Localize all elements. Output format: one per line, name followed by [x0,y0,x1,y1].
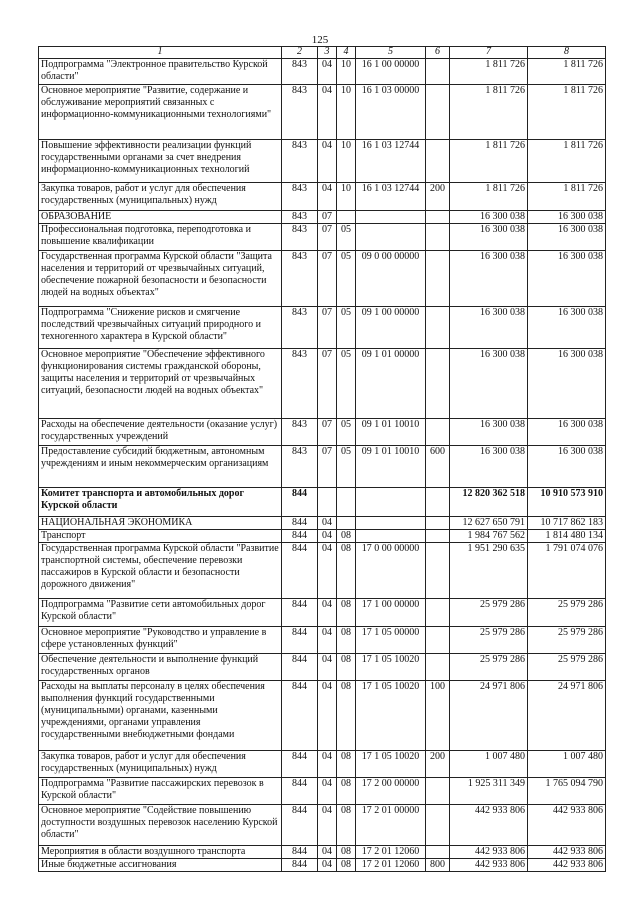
expense-type-cell [426,224,450,251]
row-name-cell: Профессиональная подготовка, переподготовка и повышение квалификации [39,224,282,251]
section-code-cell: 07 [318,446,337,488]
ministry-code-cell: 844 [282,627,318,654]
expense-type-cell [426,543,450,599]
row-name-cell: Подпрограмма "Снижение рисков и смягчение последствий чрезвычайных ситуаций природного и техногенного характера в Курской области" [39,307,282,349]
table-row [39,211,606,224]
row-name-cell: Закупка товаров, работ и услуг для обеспечения государственных (муниципальных) нужд [39,751,282,778]
subsection-code-cell: 05 [337,349,356,419]
table-row [39,488,606,517]
table-row [39,805,606,846]
section-code-cell: 04 [318,654,337,681]
amount-year2-cell: 1 811 726 [528,183,606,211]
column-number-row [39,47,606,59]
section-code-cell: 04 [318,183,337,211]
header-cell: 5 [356,47,426,59]
target-article-cell: 09 0 00 00000 [356,251,426,307]
expense-type-cell: 800 [426,859,450,872]
amount-year2-cell: 16 300 038 [528,446,606,488]
target-article-cell: 16 1 00 00000 [356,59,426,85]
subsection-code-cell: 10 [337,140,356,183]
table-row [39,530,606,543]
target-article-cell: 17 2 01 12060 [356,846,426,859]
row-name-cell: НАЦИОНАЛЬНАЯ ЭКОНОМИКА [39,517,282,530]
row-name-cell: Подпрограмма "Развитие пассажирских перевозок в Курской области" [39,778,282,805]
row-name-cell: Государственная программа Курской области "Защита населения и территорий от чрезвычайных ситуаций, обеспечение пожарной безопасности и безопасности людей на водных объектах" [39,251,282,307]
row-name-cell: Подпрограмма "Электронное правительство Курской области" [39,59,282,85]
row-name-cell: Расходы на выплаты персоналу в целях обеспечения выполнения функций государственными (муниципальными) органами, казенными учреждениями, органами управления государственными внебюджетными фондами [39,681,282,751]
header-cell: 4 [337,47,356,59]
table-row [39,654,606,681]
subsection-code-cell: 08 [337,530,356,543]
subsection-code-cell [337,517,356,530]
table-row [39,183,606,211]
subsection-code-cell: 10 [337,59,356,85]
target-article-cell: 09 1 01 00000 [356,349,426,419]
amount-year2-cell: 1 814 480 134 [528,530,606,543]
amount-year2-cell: 1 765 094 790 [528,778,606,805]
amount-year2-cell: 16 300 038 [528,349,606,419]
amount-year1-cell: 16 300 038 [450,446,528,488]
amount-year2-cell: 16 300 038 [528,224,606,251]
table-row [39,224,606,251]
table-row [39,446,606,488]
target-article-cell: 17 1 05 00000 [356,627,426,654]
amount-year2-cell: 25 979 286 [528,599,606,627]
ministry-code-cell: 843 [282,183,318,211]
amount-year2-cell: 10 717 862 183 [528,517,606,530]
expense-type-cell [426,251,450,307]
section-code-cell: 04 [318,543,337,599]
subsection-code-cell: 05 [337,419,356,446]
header-cell: 6 [426,47,450,59]
amount-year1-cell: 16 300 038 [450,349,528,419]
amount-year2-cell: 16 300 038 [528,307,606,349]
ministry-code-cell: 844 [282,751,318,778]
amount-year1-cell: 1 925 311 349 [450,778,528,805]
row-name-cell: Основное мероприятие "Содействие повышению доступности воздушных перевозок населению Курской области" [39,805,282,846]
header-cell: 7 [450,47,528,59]
section-code-cell: 04 [318,59,337,85]
row-name-cell: Мероприятия в области воздушного транспорта [39,846,282,859]
amount-year1-cell: 25 979 286 [450,654,528,681]
header-cell: 2 [282,47,318,59]
table-row [39,307,606,349]
amount-year1-cell: 1 984 767 562 [450,530,528,543]
subsection-code-cell: 05 [337,307,356,349]
section-code-cell: 04 [318,85,337,140]
header-cell: 1 [39,47,282,59]
amount-year1-cell: 12 627 650 791 [450,517,528,530]
row-name-cell: Основное мероприятие "Обеспечение эффективного функционирования системы гражданской обороны, защиты населения и территорий от чрезвычайных ситуаций, безопасности людей на водных объектах" [39,349,282,419]
row-name-cell: ОБРАЗОВАНИЕ [39,211,282,224]
target-article-cell: 17 1 05 10020 [356,751,426,778]
expense-type-cell [426,517,450,530]
subsection-code-cell: 10 [337,85,356,140]
target-article-cell: 09 1 01 10010 [356,446,426,488]
ministry-code-cell: 844 [282,859,318,872]
amount-year2-cell: 1 811 726 [528,140,606,183]
subsection-code-cell: 08 [337,751,356,778]
target-article-cell: 09 1 01 10010 [356,419,426,446]
amount-year2-cell: 24 971 806 [528,681,606,751]
ministry-code-cell: 844 [282,681,318,751]
section-code-cell: 04 [318,846,337,859]
subsection-code-cell [337,488,356,517]
section-code-cell: 07 [318,349,337,419]
ministry-code-cell: 844 [282,517,318,530]
amount-year1-cell: 16 300 038 [450,251,528,307]
row-name-cell: Повышение эффективности реализации функций государственными органами за счет внедрения информационно-коммуникационных технологий [39,140,282,183]
expense-type-cell [426,488,450,517]
amount-year2-cell: 1 791 074 076 [528,543,606,599]
ministry-code-cell: 843 [282,140,318,183]
table-row [39,627,606,654]
section-code-cell: 07 [318,224,337,251]
subsection-code-cell: 05 [337,251,356,307]
section-code-cell: 07 [318,211,337,224]
expense-type-cell [426,530,450,543]
row-name-cell: Комитет транспорта и автомобильных дорог Курской области [39,488,282,517]
target-article-cell: 09 1 00 00000 [356,307,426,349]
row-name-cell: Основное мероприятие "Руководство и управление в сфере установленных функций" [39,627,282,654]
expense-type-cell [426,805,450,846]
row-name-cell: Закупка товаров, работ и услуг для обеспечения государственных (муниципальных) нужд [39,183,282,211]
section-code-cell: 04 [318,805,337,846]
section-code-cell: 04 [318,140,337,183]
amount-year1-cell: 16 300 038 [450,307,528,349]
table-row [39,419,606,446]
section-code-cell: 07 [318,307,337,349]
amount-year1-cell: 25 979 286 [450,627,528,654]
header-cell: 3 [318,47,337,59]
expense-type-cell [426,627,450,654]
amount-year1-cell: 24 971 806 [450,681,528,751]
expense-type-cell [426,59,450,85]
expense-type-cell [426,211,450,224]
target-article-cell: 17 1 05 10020 [356,654,426,681]
section-code-cell: 07 [318,251,337,307]
target-article-cell: 17 1 05 10020 [356,681,426,751]
table-row [39,543,606,599]
subsection-code-cell [337,211,356,224]
target-article-cell [356,517,426,530]
amount-year2-cell: 25 979 286 [528,654,606,681]
subsection-code-cell: 08 [337,846,356,859]
expense-type-cell [426,307,450,349]
section-code-cell: 04 [318,681,337,751]
expense-type-cell [426,654,450,681]
amount-year1-cell: 1 811 726 [450,140,528,183]
target-article-cell [356,224,426,251]
amount-year1-cell: 16 300 038 [450,419,528,446]
row-name-cell: Обеспечение деятельности и выполнение функций государственных органов [39,654,282,681]
ministry-code-cell: 843 [282,251,318,307]
expense-type-cell [426,140,450,183]
ministry-code-cell: 844 [282,805,318,846]
section-code-cell: 04 [318,627,337,654]
section-code-cell: 04 [318,778,337,805]
table-row [39,59,606,85]
amount-year2-cell: 16 300 038 [528,419,606,446]
row-name-cell: Предоставление субсидий бюджетным, автономным учреждениям и иным некоммерческим организациям [39,446,282,488]
subsection-code-cell: 05 [337,446,356,488]
page-number: 125 [311,34,329,46]
amount-year1-cell: 1 811 726 [450,59,528,85]
amount-year1-cell: 1 951 290 635 [450,543,528,599]
budget-table [38,46,606,872]
ministry-code-cell: 843 [282,349,318,419]
amount-year1-cell: 442 933 806 [450,846,528,859]
section-code-cell: 04 [318,530,337,543]
expense-type-cell: 200 [426,183,450,211]
amount-year1-cell: 1 811 726 [450,183,528,211]
target-article-cell: 17 2 01 00000 [356,805,426,846]
amount-year2-cell: 442 933 806 [528,859,606,872]
table-row [39,85,606,140]
section-code-cell: 04 [318,859,337,872]
target-article-cell: 17 2 00 00000 [356,778,426,805]
ministry-code-cell: 843 [282,307,318,349]
target-article-cell [356,211,426,224]
amount-year1-cell: 442 933 806 [450,805,528,846]
ministry-code-cell: 843 [282,85,318,140]
table-row [39,859,606,872]
target-article-cell [356,488,426,517]
expense-type-cell [426,599,450,627]
section-code-cell: 04 [318,599,337,627]
ministry-code-cell: 844 [282,530,318,543]
subsection-code-cell: 08 [337,654,356,681]
amount-year2-cell: 1 811 726 [528,85,606,140]
expense-type-cell [426,85,450,140]
ministry-code-cell: 844 [282,846,318,859]
table-row [39,681,606,751]
amount-year2-cell: 10 910 573 910 [528,488,606,517]
ministry-code-cell: 843 [282,224,318,251]
target-article-cell [356,530,426,543]
expense-type-cell: 100 [426,681,450,751]
table-row [39,751,606,778]
table-row [39,599,606,627]
section-code-cell: 07 [318,419,337,446]
expense-type-cell: 200 [426,751,450,778]
row-name-cell: Транспорт [39,530,282,543]
target-article-cell: 16 1 03 00000 [356,85,426,140]
target-article-cell: 17 2 01 12060 [356,859,426,872]
table-row [39,517,606,530]
target-article-cell: 16 1 03 12744 [356,183,426,211]
table-row [39,349,606,419]
row-name-cell: Основное мероприятие "Развитие, содержание и обслуживание мероприятий связанных с информационно-коммуникационными технологиями" [39,85,282,140]
amount-year1-cell: 1 811 726 [450,85,528,140]
amount-year2-cell: 1 811 726 [528,59,606,85]
expense-type-cell [426,349,450,419]
amount-year1-cell: 25 979 286 [450,599,528,627]
ministry-code-cell: 843 [282,211,318,224]
expense-type-cell [426,778,450,805]
subsection-code-cell: 08 [337,859,356,872]
table-row [39,778,606,805]
target-article-cell: 17 1 00 00000 [356,599,426,627]
subsection-code-cell: 08 [337,599,356,627]
subsection-code-cell: 08 [337,681,356,751]
amount-year2-cell: 442 933 806 [528,846,606,859]
amount-year2-cell: 25 979 286 [528,627,606,654]
subsection-code-cell: 08 [337,778,356,805]
ministry-code-cell: 844 [282,599,318,627]
expense-type-cell [426,419,450,446]
table-row [39,846,606,859]
section-code-cell [318,488,337,517]
section-code-cell: 04 [318,517,337,530]
target-article-cell: 17 0 00 00000 [356,543,426,599]
row-name-cell: Иные бюджетные ассигнования [39,859,282,872]
expense-type-cell [426,846,450,859]
ministry-code-cell: 843 [282,446,318,488]
header-cell: 8 [528,47,606,59]
target-article-cell: 16 1 03 12744 [356,140,426,183]
subsection-code-cell: 08 [337,543,356,599]
section-code-cell: 04 [318,751,337,778]
row-name-cell: Государственная программа Курской области "Развитие транспортной системы, обеспечение перевозки пассажиров в Курской области и безопасности дорожного движения" [39,543,282,599]
table-row [39,140,606,183]
ministry-code-cell: 843 [282,419,318,446]
subsection-code-cell: 08 [337,805,356,846]
ministry-code-cell: 844 [282,543,318,599]
amount-year1-cell: 16 300 038 [450,211,528,224]
amount-year1-cell: 16 300 038 [450,224,528,251]
row-name-cell: Расходы на обеспечение деятельности (оказание услуг) государственных учреждений [39,419,282,446]
amount-year1-cell: 442 933 806 [450,859,528,872]
row-name-cell: Подпрограмма "Развитие сети автомобильных дорог Курской области" [39,599,282,627]
table-row [39,251,606,307]
ministry-code-cell: 844 [282,654,318,681]
subsection-code-cell: 08 [337,627,356,654]
ministry-code-cell: 844 [282,488,318,517]
ministry-code-cell: 843 [282,59,318,85]
subsection-code-cell: 05 [337,224,356,251]
amount-year2-cell: 1 007 480 [528,751,606,778]
amount-year2-cell: 442 933 806 [528,805,606,846]
amount-year1-cell: 1 007 480 [450,751,528,778]
amount-year1-cell: 12 820 362 518 [450,488,528,517]
subsection-code-cell: 10 [337,183,356,211]
ministry-code-cell: 844 [282,778,318,805]
amount-year2-cell: 16 300 038 [528,251,606,307]
amount-year2-cell: 16 300 038 [528,211,606,224]
expense-type-cell: 600 [426,446,450,488]
